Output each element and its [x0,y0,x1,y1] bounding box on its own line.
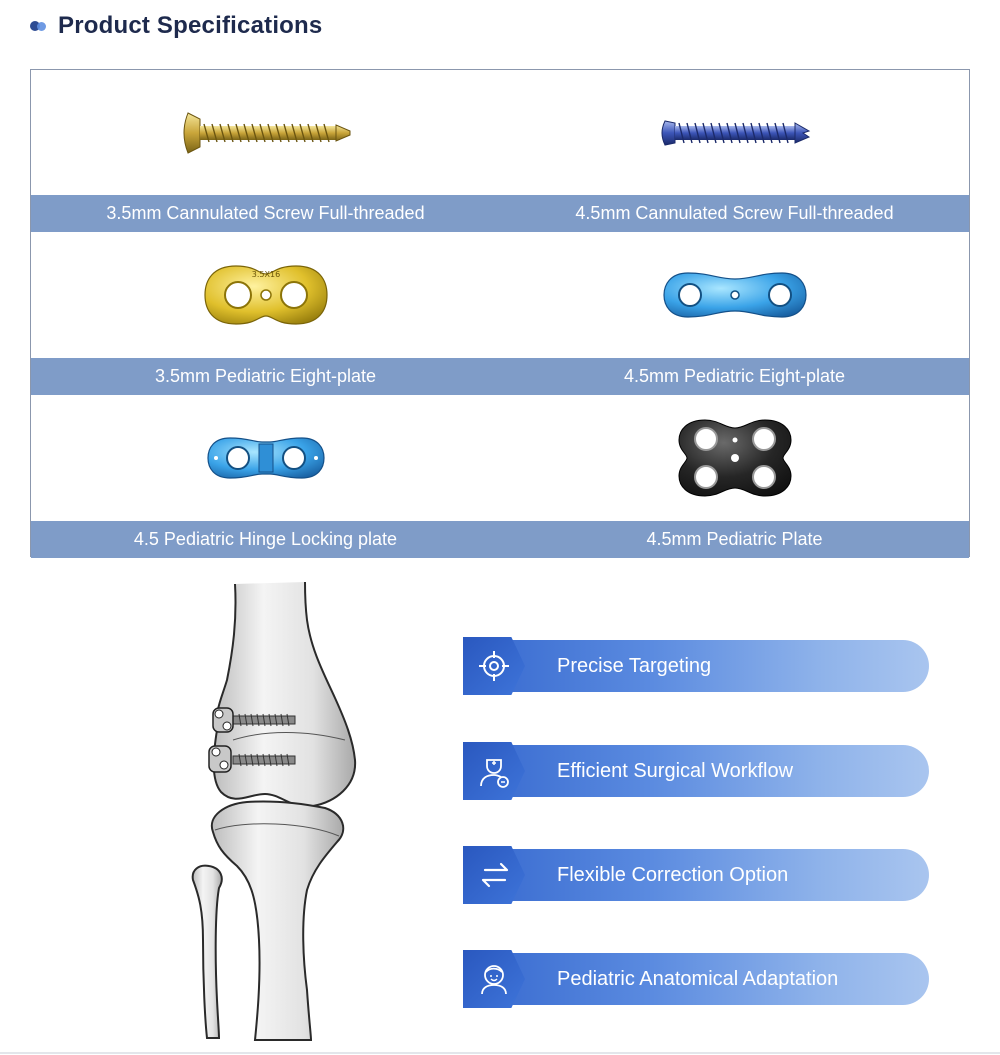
swap-arrows-icon [477,858,513,892]
feature-pediatric-anatomical-adaptation [463,950,929,1008]
product-label: 4.5mm Cannulated Screw Full-threaded [575,203,894,223]
black-plate-icon [675,416,795,500]
feature-efficient-surgical-workflow [463,742,929,800]
product-label: 4.5 Pediatric Hinge Locking plate [133,529,398,549]
hinge-plate-icon [206,432,326,484]
product-image-blue-eight-plate [500,232,969,358]
feature-label: Pediatric Anatomical Adaptation [557,968,839,990]
child-face-icon [477,962,511,996]
product-label: 3.5mm Cannulated Screw Full-threaded [106,203,425,223]
product-image-gold-screw [31,70,500,195]
surgeon-icon [477,754,511,788]
feature-label: Flexible Correction Option [557,864,789,886]
knee-joint-icon [185,580,375,1042]
feature-flexible-correction-option [463,846,929,904]
knee-illustration [185,580,375,1042]
product-label: 4.5mm Pediatric Eight-plate [623,366,846,386]
product-label: 3.5mm Pediatric Eight-plate [154,366,377,386]
plate-engraving: 3.5X16 [251,270,280,279]
label-bar-row-1 [31,195,969,232]
product-image-blue-hinge-plate [31,395,500,521]
product-image-gold-eight-plate [31,232,500,358]
blue-eight-plate-icon [660,265,810,325]
feature-precise-targeting [463,637,929,695]
label-bar-row-3 [31,521,969,558]
product-image-black-plate [500,395,969,521]
blue-screw-icon [655,103,815,163]
product-image-blue-screw [500,70,969,195]
label-bar-row-2 [31,358,969,395]
feature-label: Efficient Surgical Workflow [557,760,794,782]
section-header [30,8,322,44]
gold-screw-icon [176,103,356,163]
bottom-divider [0,1052,1000,1054]
bullet-dots-icon [30,19,48,33]
product-label: 4.5mm Pediatric Plate [646,529,823,549]
product-spec-table [30,69,970,557]
page-title: Product Specifications [58,12,323,39]
crosshair-icon [477,649,511,683]
feature-label: Precise Targeting [557,655,712,677]
gold-eight-plate-icon [201,260,331,330]
